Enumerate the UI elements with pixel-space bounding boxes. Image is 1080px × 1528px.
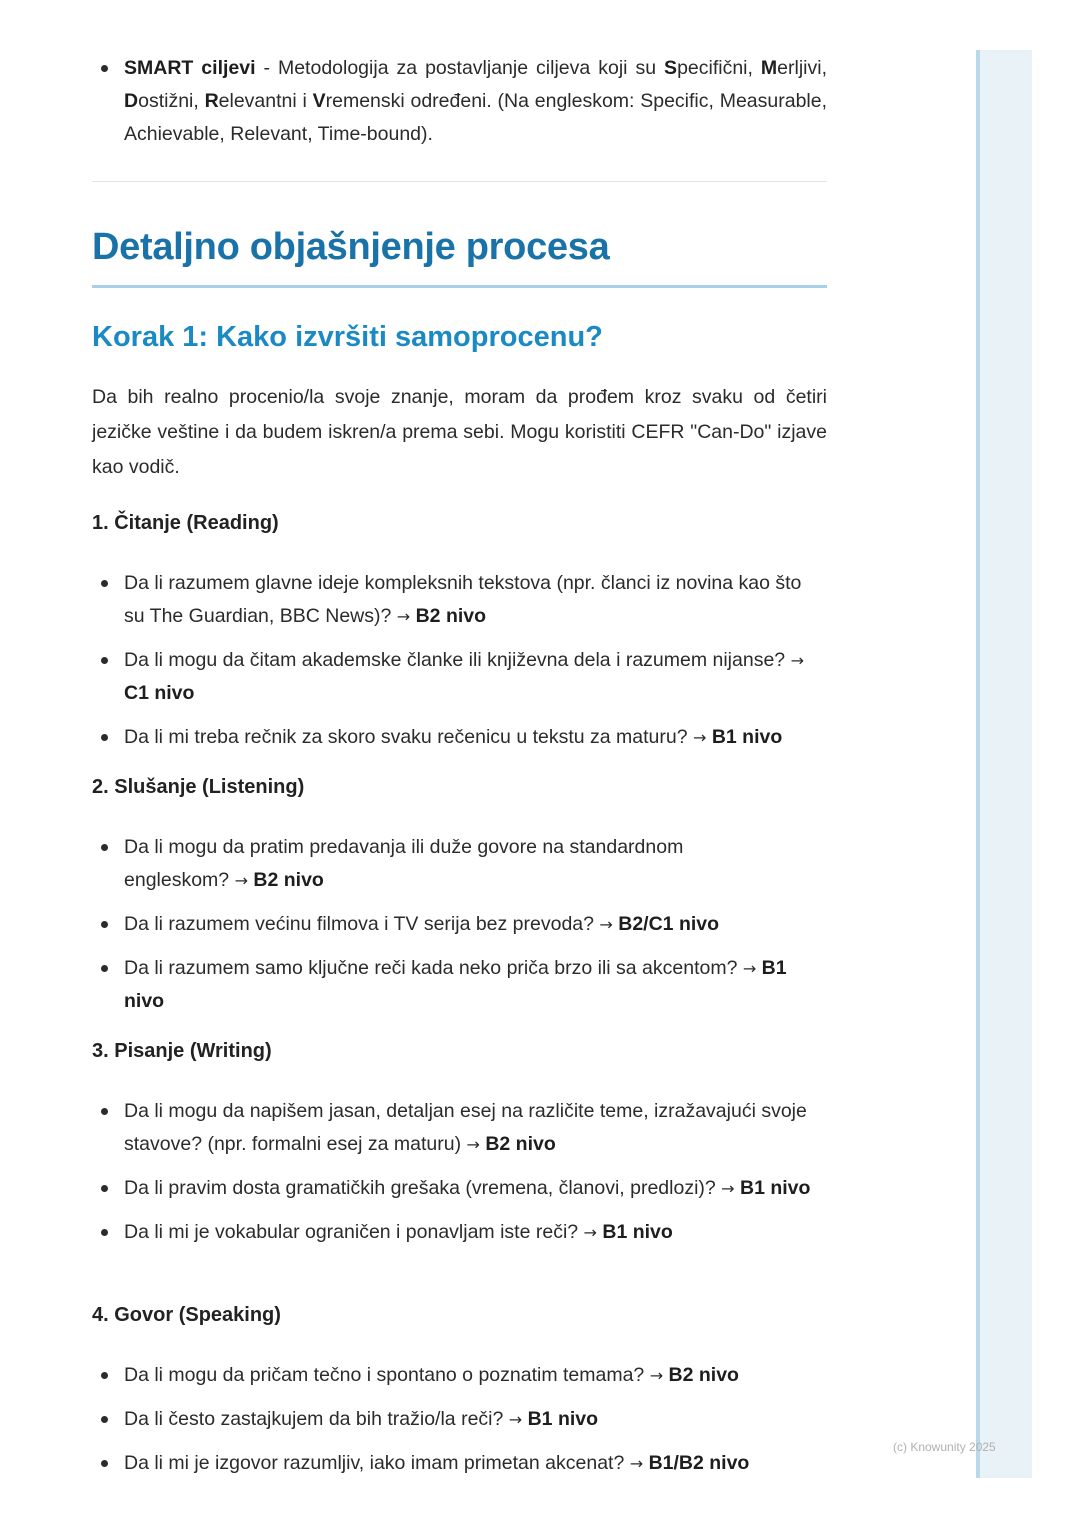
item-text: Da li mogu da pričam tečno i spontano o poznatim temama? [124, 1364, 650, 1386]
intro-paragraph: Da bih realno procenio/la svoje znanje, moram da prođem kroz svaku od četiri jezičke veštine i da budem iskren/a prema sebi. Mogu koristiti CEFR "Can-Do" izjave kao vodič. [92, 386, 827, 478]
item-text: Da li mogu da čitam akademske članke ili književna dela i razumem nijanse? [124, 649, 791, 671]
smart-dash: - Metodologija za postavljanje ciljeva koji su [255, 57, 665, 79]
smart-letter-v: V [312, 90, 326, 112]
level-label: B2 nivo [485, 1133, 556, 1155]
smart-letter-s: S [664, 57, 678, 79]
arrow-icon: → [721, 1179, 735, 1198]
level-label: B2 nivo [668, 1364, 739, 1386]
list-item [92, 1403, 827, 1436]
item-text: Da li mogu da napišem jasan, detaljan esej na različite teme, izražavajući svoje stavove? (npr. formalni esej za maturu) [124, 1100, 807, 1155]
arrow-icon: → [508, 1410, 523, 1429]
section-speaking [92, 1304, 827, 1491]
list-item [92, 952, 827, 1018]
smart-list [92, 52, 827, 162]
list-item [92, 1216, 827, 1249]
watermark: (c) Knowunity 2025 [893, 1440, 996, 1454]
reading-list [92, 567, 827, 754]
list-item [92, 644, 827, 710]
level-label: B1 nivo [124, 957, 787, 1012]
smart-letter-d: D [124, 90, 139, 112]
section-writing [92, 1040, 827, 1260]
list-item [92, 831, 827, 897]
level-label: B1 nivo [602, 1221, 673, 1243]
item-text: Da li mogu da pratim predavanja ili duže govore na standardnom engleskom? [124, 836, 684, 891]
section-reading [92, 512, 827, 765]
speaking-list [92, 1359, 827, 1480]
item-text: Da li mi je izgovor razumljiv, iako imam primetan akcenat? [124, 1452, 630, 1474]
item-text: Da li razumem samo ključne reči kada neko priča brzo ili sa akcentom? [124, 957, 743, 979]
item-text: Da li razumem većinu filmova i TV serija bez prevoda? [124, 913, 600, 935]
arrow-icon: → [234, 871, 248, 890]
arrow-icon: → [396, 607, 411, 626]
section-title: 3. Pisanje (Writing) [92, 1040, 272, 1062]
smart-term: SMART ciljevi [124, 57, 256, 79]
list-item [92, 908, 827, 941]
smart-word-m: erljivi, [777, 57, 828, 79]
arrow-icon: → [649, 1366, 664, 1385]
level-label: B1 nivo [711, 726, 783, 748]
listening-list [92, 831, 827, 1018]
item-text: Da li često zastajkujem da bih tražio/la reči? [124, 1408, 509, 1430]
arrow-icon: → [629, 1454, 644, 1473]
smart-letter-r: R [204, 90, 219, 112]
section-title: 2. Slušanje (Listening) [92, 776, 305, 798]
writing-list [92, 1095, 827, 1249]
arrow-icon: → [599, 915, 613, 934]
heading-underline [92, 285, 827, 288]
list-item [92, 567, 827, 633]
level-label: B1 nivo [740, 1177, 811, 1199]
divider [92, 181, 827, 182]
item-text: Da li pravim dosta gramatičkih grešaka (vremena, članovi, predlozi)? [124, 1177, 722, 1199]
smart-word-v: remenski određeni. (Na engleskom: Specific, Measurable, Achievable, Relevant, Time-bound). [124, 90, 828, 145]
arrow-icon: → [790, 651, 804, 670]
list-item [92, 1095, 827, 1161]
section-title: 1. Čitanje (Reading) [92, 512, 279, 534]
smart-letter-m: M [760, 57, 778, 79]
list-item [92, 1172, 827, 1205]
section-title: 4. Govor (Speaking) [92, 1304, 281, 1326]
level-label: B2/C1 nivo [618, 913, 720, 935]
list-item [92, 1359, 827, 1392]
section-listening [92, 776, 827, 1029]
step-heading: Korak 1: Kako izvršiti samoprocenu? [92, 321, 603, 353]
smart-word-r: elevantni i [218, 90, 313, 112]
page-heading: Detaljno objašnjenje procesa [92, 226, 610, 268]
level-label: B1/B2 nivo [648, 1452, 750, 1474]
smart-word-s: pecifični, [677, 57, 761, 79]
arrow-icon: → [742, 959, 757, 978]
level-label: B1 nivo [527, 1408, 599, 1430]
list-item [92, 1447, 827, 1480]
item-text: Da li razumem glavne ideje kompleksnih tekstova (npr. članci iz novina kao što su The Guardian, BBC News)? [124, 572, 802, 627]
arrow-icon: → [466, 1135, 480, 1154]
list-item [92, 721, 827, 754]
smart-word-d: ostižni, [138, 90, 205, 112]
level-label: B2 nivo [415, 605, 487, 627]
item-text: Da li mi je vokabular ograničen i ponavljam iste reči? [124, 1221, 584, 1243]
level-label: B2 nivo [253, 869, 324, 891]
right-margin-panel [976, 50, 1032, 1478]
item-text: Da li mi treba rečnik za skoro svaku rečenicu u tekstu za maturu? [124, 726, 693, 748]
arrow-icon: → [583, 1223, 597, 1242]
level-label: C1 nivo [124, 682, 195, 704]
smart-item [92, 52, 827, 151]
arrow-icon: → [693, 728, 707, 747]
